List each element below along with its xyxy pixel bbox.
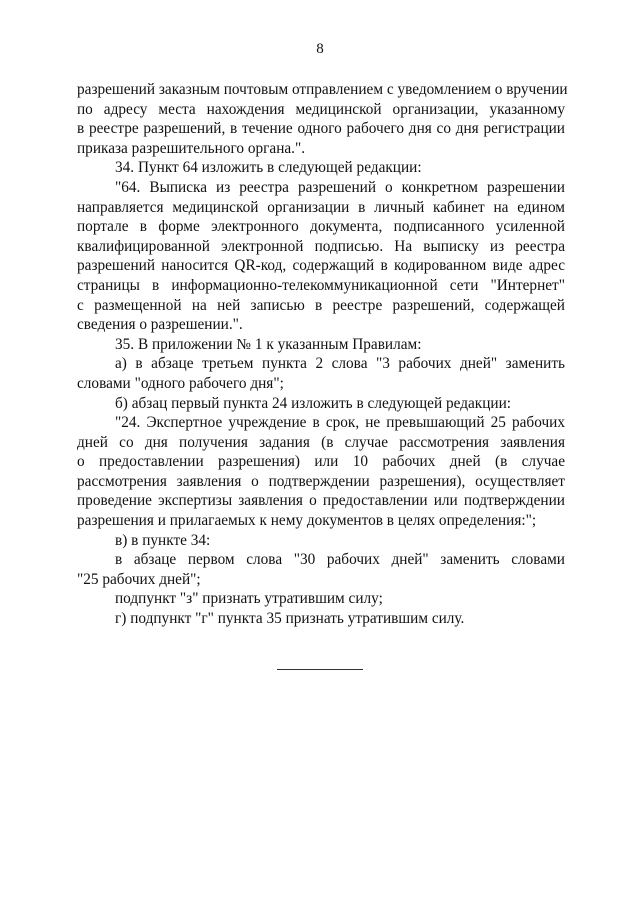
text-line: квалифицированной электронной подписью. На выписку из реестра xyxy=(77,237,565,255)
text-line: приказа разрешительного органа.". xyxy=(77,139,306,157)
text-line: в реестре разрешений, в течение одного рабочего дня со дня регистрации xyxy=(77,120,565,138)
text-line: дней со дня получения задания (в случае рассмотрения заявления xyxy=(77,433,565,451)
text-line: "64. Выписка из реестра разрешений о конкретном разрешении xyxy=(115,178,565,196)
text-line: направляется медицинской организации в личный кабинет на едином xyxy=(77,198,565,216)
text-line: о предоставлении разрешения) или 10 рабочих дней (в случае xyxy=(77,453,565,471)
text-line: страницы в информационно-телекоммуникационной сети "Интернет" xyxy=(77,276,565,294)
text-line: по адресу места нахождения медицинской организации, указанному xyxy=(77,100,565,118)
text-line: "24. Экспертное учреждение в срок, не превышающий 25 рабочих xyxy=(115,414,565,432)
text-line: в абзаце первом слова "30 рабочих дней" заменить словами xyxy=(115,551,565,569)
text-line: разрешений наносится QR-код, содержащий в кодированном виде адрес xyxy=(77,257,565,275)
text-line: б) абзац первый пункта 24 изложить в следующей редакции: xyxy=(115,394,512,412)
text-line: разрешения и прилагаемых к нему документов в целях определения:"; xyxy=(77,512,537,530)
text-line: словами "одного рабочего дня"; xyxy=(77,374,284,392)
text-line: а) в абзаце третьем пункта 2 слова "3 рабочих дней" заменить xyxy=(115,355,565,373)
text-line: рассмотрения заявления о подтверждении разрешения), осуществляет xyxy=(77,472,565,490)
document-body xyxy=(77,80,568,629)
text-line: 35. В приложении № 1 к указанным Правилам: xyxy=(115,335,422,353)
page-number: 8 xyxy=(316,41,324,57)
text-line: проведение экспертизы заявления о предоставлении или подтверждении xyxy=(77,492,565,510)
text-line: "25 рабочих дней"; xyxy=(77,570,201,588)
text-line: г) подпункт "г" пункта 35 признать утратившим силу. xyxy=(115,610,465,628)
end-of-text-rule xyxy=(277,669,363,670)
text-line: 34. Пункт 64 изложить в следующей редакции: xyxy=(115,159,422,177)
text-line: в) в пункте 34: xyxy=(115,531,211,549)
text-line: портале в форме электронного документа, подписанного усиленной xyxy=(77,218,565,236)
text-line: подпункт "з" признать утратившим силу; xyxy=(115,590,383,608)
text-line: сведения о разрешении.". xyxy=(77,316,243,334)
text-line: разрешений заказным почтовым отправлением с уведомлением о вручении xyxy=(77,81,568,98)
text-line: с размещенной на ней записью в реестре разрешений, содержащей xyxy=(77,296,565,314)
